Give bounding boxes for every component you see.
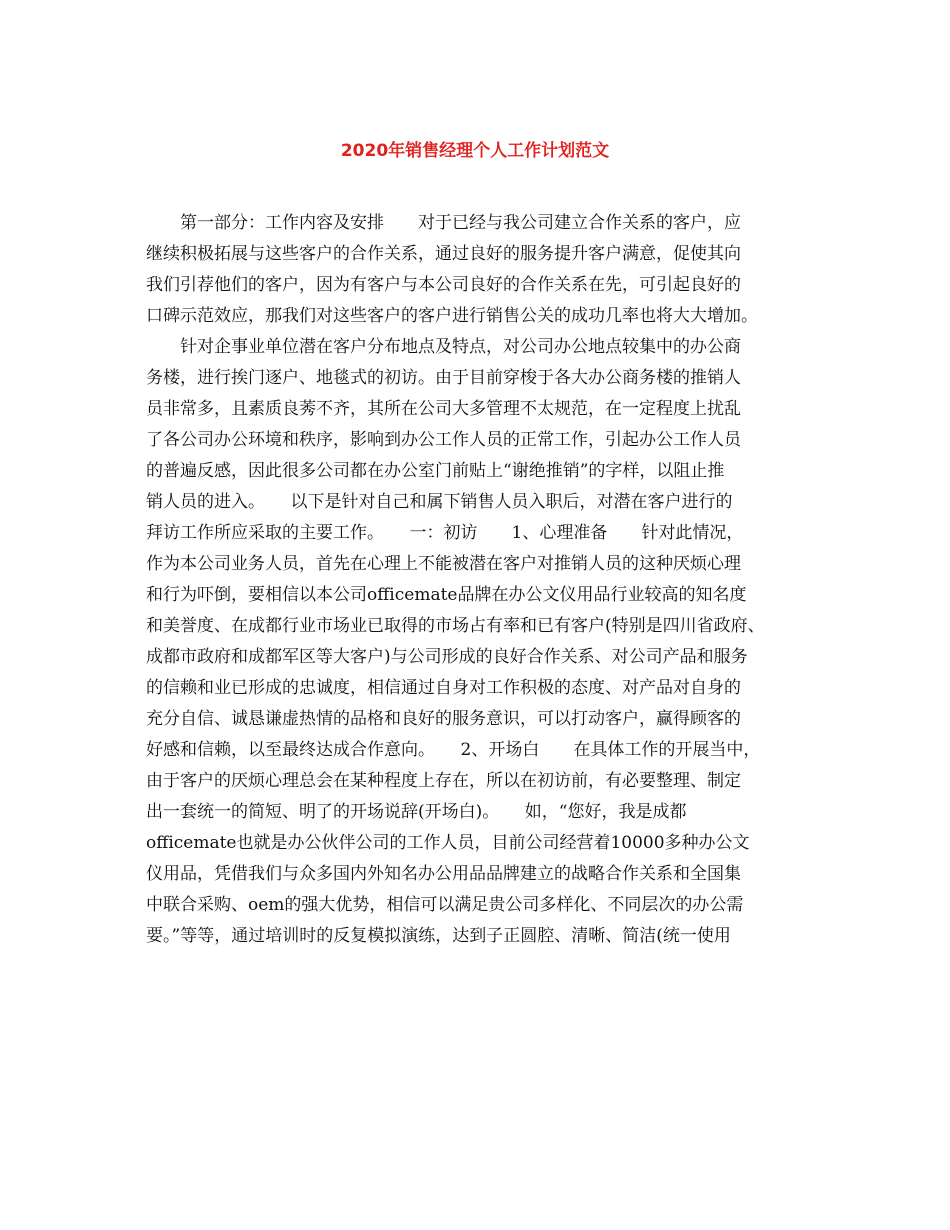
body-line: 成都市政府和成都军区等大客户)与公司形成的良好合作关系、对公司产品和服务: [146, 647, 748, 667]
body-line: 拜访工作所应采取的主要工作。 一：初访 1、心理准备 针对此情况，: [146, 523, 744, 543]
document-body: [146, 208, 811, 952]
body-line: 员非常多，且素质良莠不齐，其所在公司大多管理不太规范，在一定程度上扰乱: [146, 399, 741, 419]
body-line: 中联合采购、oem的强大优势，相信可以满足贵公司多样化、不同层次的办公需: [146, 895, 744, 915]
body-line: 我们引荐他们的客户，因为有客户与本公司良好的合作关系在先，可引起良好的: [146, 275, 741, 295]
body-line: 针对企事业单位潜在客户分布地点及特点，对公司办公地点较集中的办公商: [146, 337, 741, 357]
body-line: 的普遍反感，因此很多公司都在办公室门前贴上“谢绝推销”的字样，以阻止推: [146, 461, 725, 481]
body-line: 好感和信赖，以至最终达成合作意向。 2、开场白 在具体工作的开展当中，: [146, 740, 761, 760]
body-line: 由于客户的厌烦心理总会在某种程度上存在，所以在初访前，有必要整理、制定: [146, 771, 741, 791]
body-line: 销人员的进入。 以下是针对自己和属下销售人员入职后，对潜在客户进行的: [146, 492, 733, 512]
body-line: 继续积极拓展与这些客户的合作关系，通过良好的服务提升客户满意，促使其向: [146, 244, 741, 264]
body-line: 务楼，进行挨门逐户、地毯式的初访。由于目前穿梭于各大办公商务楼的推销人: [146, 368, 741, 388]
body-line: 的信赖和业已形成的忠诚度，相信通过自身对工作积极的态度、对产品对自身的: [146, 678, 741, 698]
body-line: 口碑示范效应，那我们对这些客户的客户进行销售公关的成功几率也将大大增加。: [146, 306, 758, 326]
document-title: 2020年销售经理个人工作计划范文: [340, 141, 610, 161]
body-line: 第一部分：工作内容及安排 对于已经与我公司建立合作关系的客户，应: [146, 213, 741, 233]
body-line: 了各公司办公环境和秩序，影响到办公工作人员的正常工作，引起办公工作人员: [146, 430, 741, 450]
body-line: 仪用品，凭借我们与众多国内外知名办公用品品牌建立的战略合作关系和全国集: [146, 864, 741, 884]
body-line: 要。”等等，通过培训时的反复模拟演练，达到子正圆腔、清晰、简洁(统一使用: [146, 926, 731, 946]
body-line: 出一套统一的简短、明了的开场说辞(开场白)。 如，“您好，我是成都: [146, 802, 687, 822]
body-line: 和美誉度、在成都行业市场业已取得的市场占有率和已有客户(特别是四川省政府、: [146, 616, 765, 636]
body-line: officemate也就是办公伙伴公司的工作人员，目前公司经营着10000多种办公文: [146, 833, 750, 853]
body-line: 作为本公司业务人员，首先在心理上不能被潜在客户对推销人员的这种厌烦心理: [146, 554, 741, 574]
body-line: 充分自信、诚恳谦虚热情的品格和良好的服务意识，可以打动客户，赢得顾客的: [146, 709, 741, 729]
body-line: 和行为吓倒，要相信以本公司officemate品牌在办公文仪用品行业较高的知名度: [146, 585, 747, 605]
